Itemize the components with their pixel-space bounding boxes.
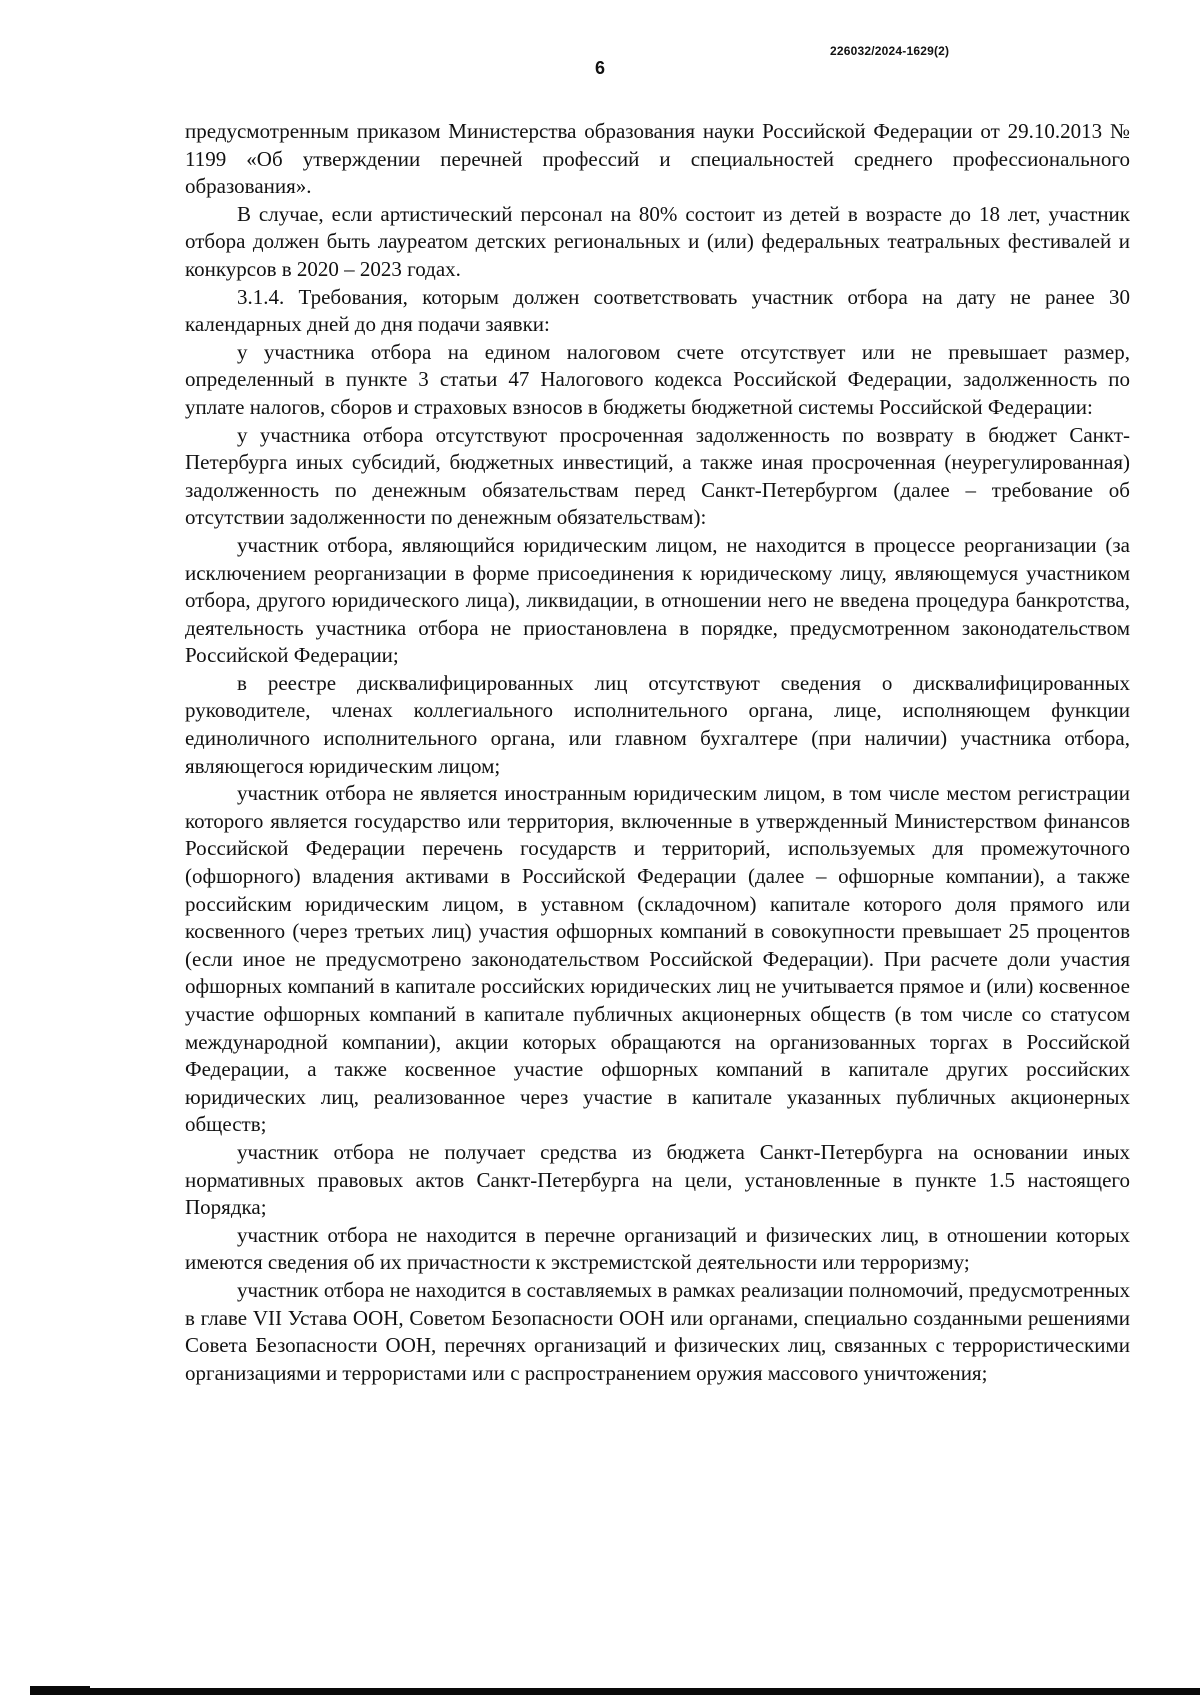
paragraph-tax-debt: у участника отбора на едином налоговом счете отсутствует или не превышает размер, определенный в пункте 3 статьи 47 Налогового кодекса Российской Федерации, задолженность по уплате налогов, сборов и страховых взносов в бюджеты бюджетной системы Российской Федерации: [185, 339, 1130, 419]
paragraph-artistic-personnel: В случае, если артистический персонал на 80% состоит из детей в возрасте до 18 лет, участник отбора должен быть лауреатом детских региональных и (или) федеральных театральных фестивалей и конкурсов в 2020 – 2023 годах. [185, 201, 1130, 281]
paragraph-extremism: участник отбора не находится в перечне организаций и физических лиц, в отношении которых имеются сведения об их причастности к экстремистской деятельности или терроризму; [185, 1222, 1130, 1275]
paragraph-overdue-debt: у участника отбора отсутствуют просроченная задолженность по возврату в бюджет Санкт-Петербурга иных субсидий, бюджетных инвестиций, а также иная просроченная (неурегулированная) задолженность по денежным обязательствам перед Санкт-Петербургом (далее – требование об отсутствии задолженности по денежным обязательствам): [185, 422, 1130, 530]
paragraph-un-sanctions: участник отбора не находится в составляемых в рамках реализации полномочий, предусмотренных в главе VII Устава ООН, Советом Безопасности ООН или органами, специально созданными решениями Совета Безопасности ООН, перечнях организаций и физических лиц, связанных с террористическими организациями и террористами или с распространением оружия массового уничтожения; [185, 1277, 1130, 1385]
document-body [185, 118, 1130, 1387]
paragraph-reorganization: участник отбора, являющийся юридическим лицом, не находится в процессе реорганизации (за исключением реорганизации в форме присоединения к юридическому лицу, являющемуся участником отбора, другого юридического лица), ликвидации, в отношении него не введена процедура банкротства, деятельность участника отбора не приостановлена в порядке, предусмотренном законодательством Российской Федерации; [185, 532, 1130, 668]
paragraph-offshore-companies: участник отбора не является иностранным юридическим лицом, в том числе местом регистрации которого является государство или территория, включенные в утвержденный Министерством финансов Российской Федерации перечень государств и территорий, используемых для промежуточного (офшорного) владения активами в Российской Федерации (далее – офшорные компании), а также российским юридическим лицом, в уставном (складочном) капитале которого доля прямого или косвенного (через третьих лиц) участия офшорных компаний в совокупности превышает 25 процентов (если иное не предусмотрено законодательством Российской Федерации). При расчете доли участия офшорных компаний в капитале российских юридических лиц не учитывается прямое и (или) косвенное участие офшорных компаний в капитале публичных акционерных обществ (в том числе со статусом международной компании), акции которых обращаются на организованных торгах в Российской Федерации, а также косвенное участие офшорных компаний в капитале других российских юридических лиц, реализованное через участие в капитале указанных публичных акционерных обществ; [185, 781, 1130, 1137]
paragraph-continuation: предусмотренным приказом Министерства образования науки Российской Федерации от 29.10.2013 № 1199 «Об утверждении перечней профессий и специальностей среднего профессионального образования». [185, 119, 1130, 199]
scan-bottom-border [30, 1688, 1200, 1695]
paragraph-disqualified-persons: в реестре дисквалифицированных лиц отсутствуют сведения о дисквалифицированных руководителе, членах коллегиального исполнительного органа, лице, исполняющем функции единоличного исполнительного органа, или главном бухгалтере (при наличии) участника отбора, являющегося юридическим лицом; [185, 670, 1130, 778]
paragraph-section-3-1-4: 3.1.4. Требования, которым должен соответствовать участник отбора на дату не ранее 30 календарных дней до дня подачи заявки: [185, 284, 1130, 337]
paragraph-budget-funds: участник отбора не получает средства из бюджета Санкт-Петербурга на основании иных нормативных правовых актов Санкт-Петербурга на цели, установленные в пункте 1.5 настоящего Порядка; [185, 1139, 1130, 1220]
page-number: 6 [594, 58, 605, 78]
document-registration-number: 226032/2024-1629(2) [830, 44, 950, 58]
